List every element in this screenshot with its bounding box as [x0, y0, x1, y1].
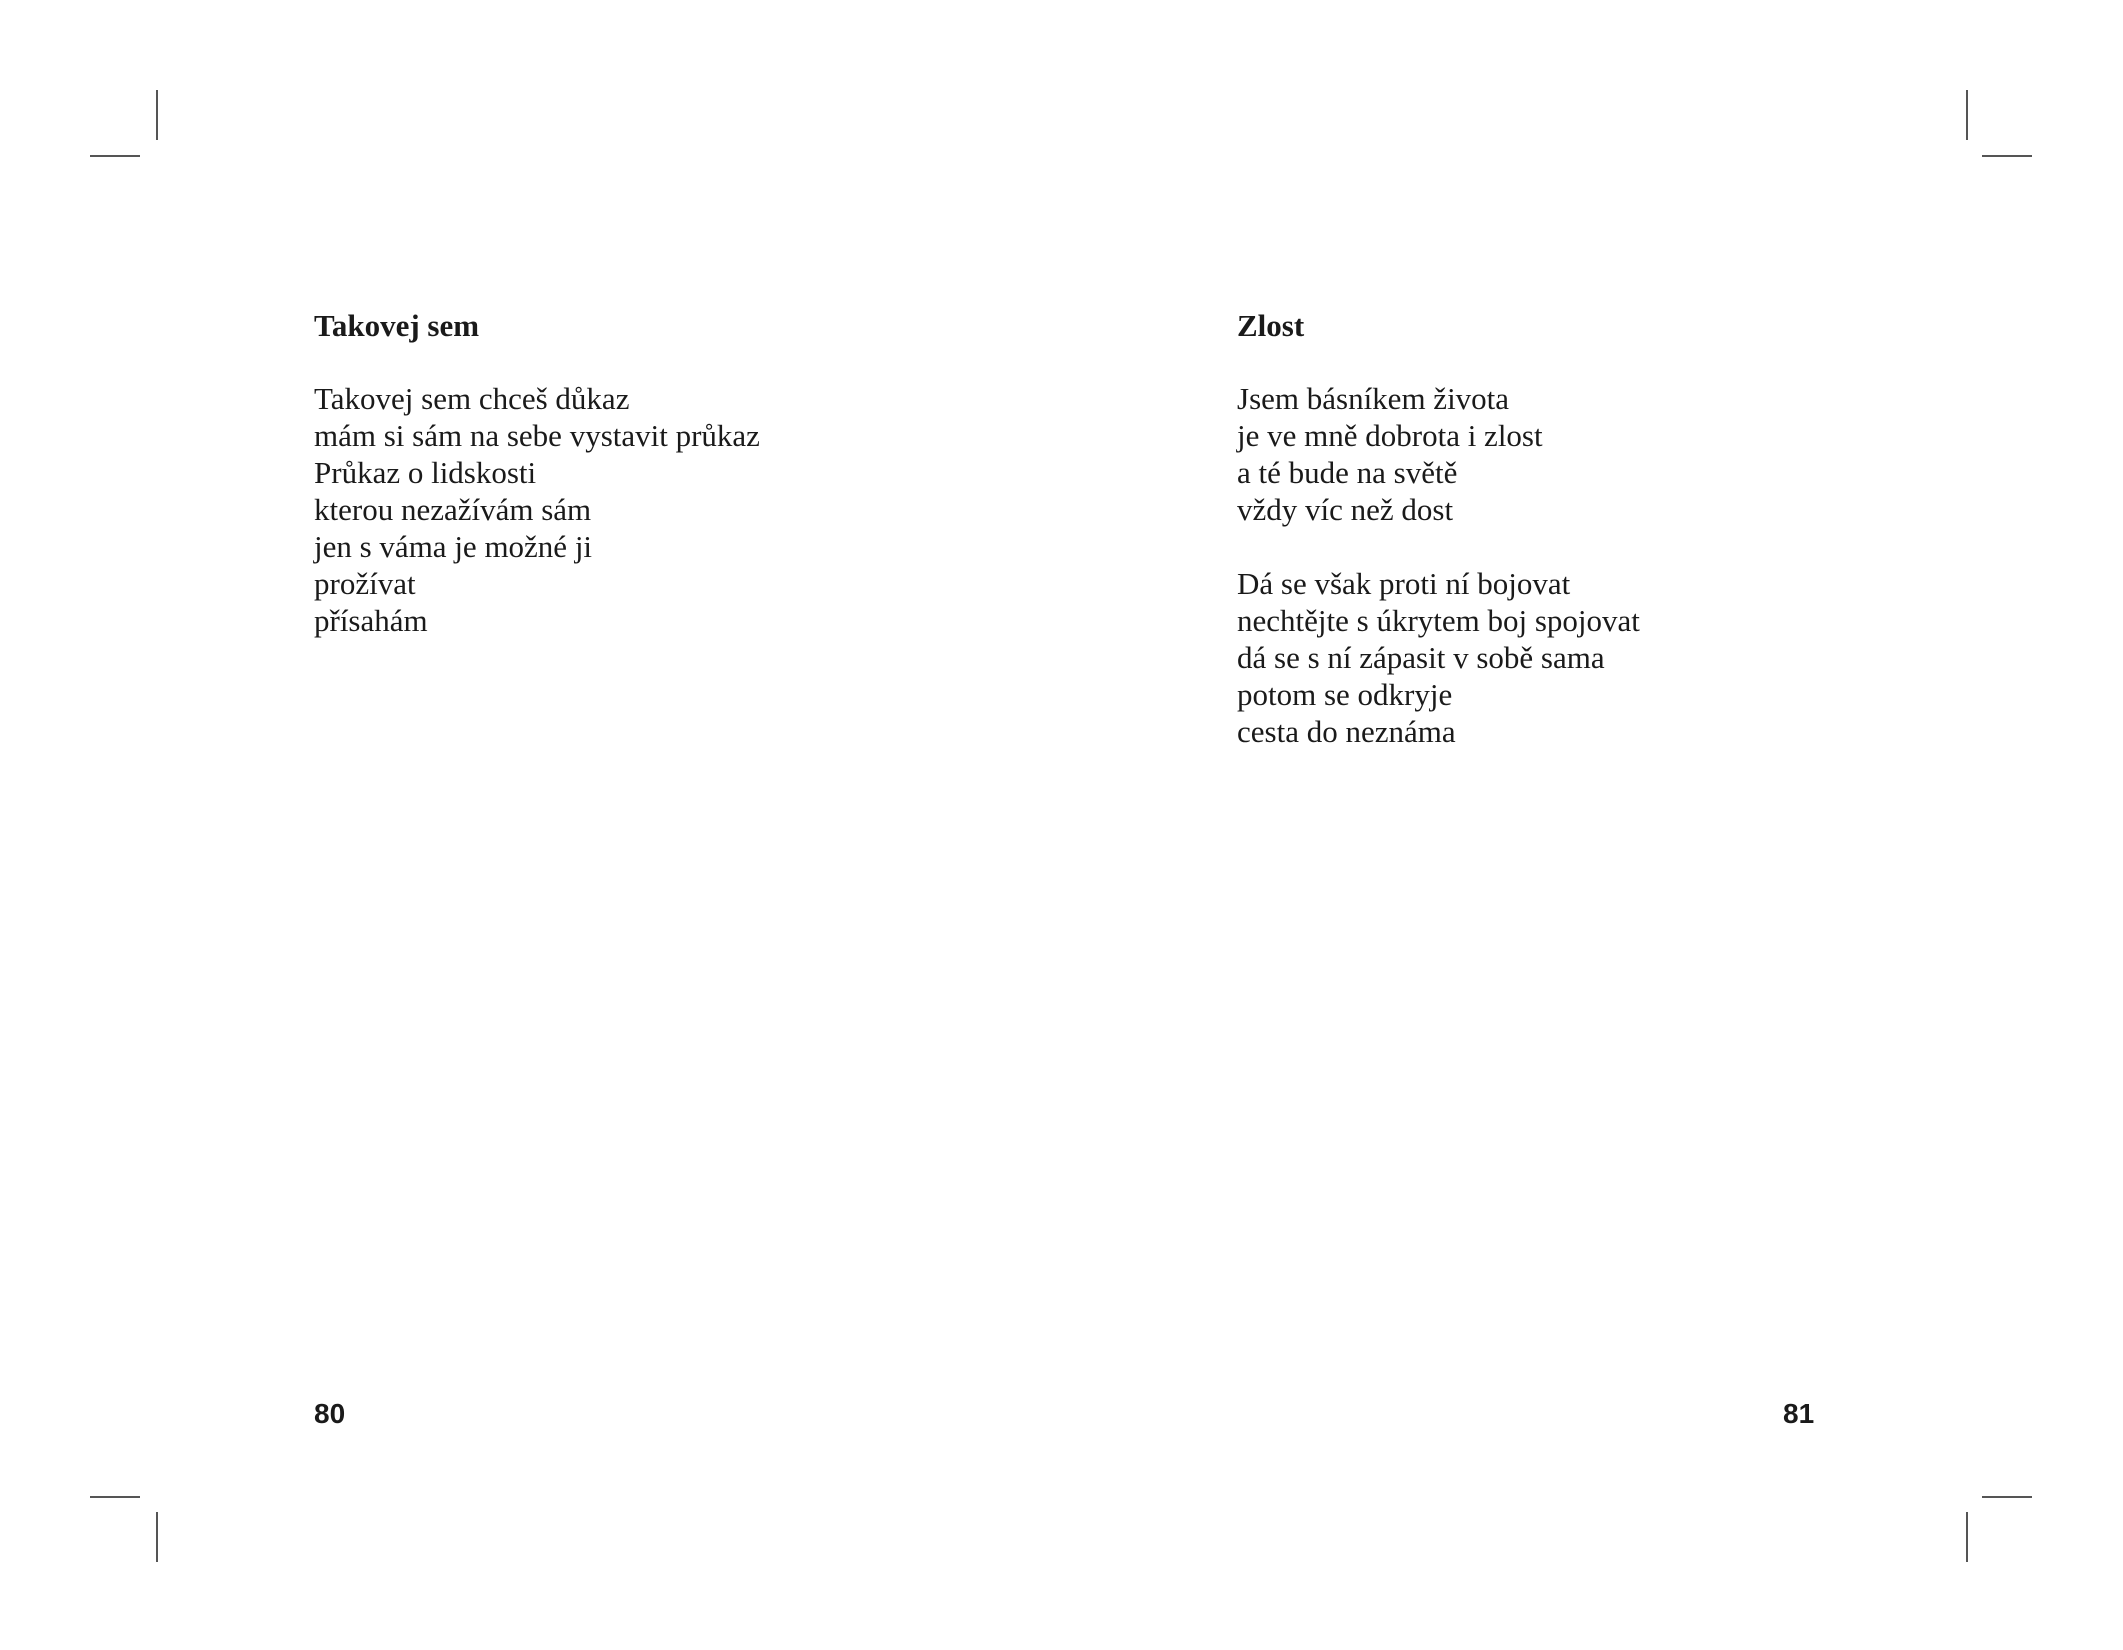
- poem-title: Zlost: [1237, 308, 1305, 343]
- right-page: [1061, 0, 2123, 1650]
- poem-line: Dá se však proti ní bojovat: [1237, 566, 1571, 601]
- poem-line: a té bude na světě: [1237, 455, 1458, 490]
- poem-line: cesta do neznáma: [1237, 714, 1456, 749]
- poem-line: kterou nezažívám sám: [314, 492, 592, 527]
- poem-zlost: [1237, 306, 1640, 787]
- stanza: [314, 380, 760, 639]
- page-number: 81: [1783, 1398, 1815, 1429]
- poem-line: mám si sám na sebe vystavit průkaz: [314, 418, 760, 453]
- poem-line: vždy víc než dost: [1237, 492, 1454, 527]
- poem-line: jen s váma je možné ji: [314, 529, 593, 564]
- poem-line: nechtějte s úkrytem boj spojovat: [1237, 603, 1640, 638]
- poem-line: potom se odkryje: [1237, 677, 1453, 712]
- stanza: [1237, 380, 1640, 528]
- poem-line: Takovej sem chceš důkaz: [314, 381, 630, 416]
- stanza: [1237, 565, 1640, 750]
- poem-line: Jsem básníkem života: [1237, 381, 1510, 416]
- poem-line: přísahám: [314, 603, 428, 638]
- poem-line: Průkaz o lidskosti: [314, 455, 537, 490]
- page-number: 80: [314, 1398, 346, 1429]
- left-page: [0, 0, 1061, 1650]
- poem-line: prožívat: [314, 566, 416, 601]
- poem-line: je ve mně dobrota i zlost: [1237, 418, 1543, 453]
- poem-title: Takovej sem: [314, 308, 480, 343]
- poem-line: dá se s ní zápasit v sobě sama: [1237, 640, 1605, 675]
- poem-takovej-sem: [314, 306, 760, 676]
